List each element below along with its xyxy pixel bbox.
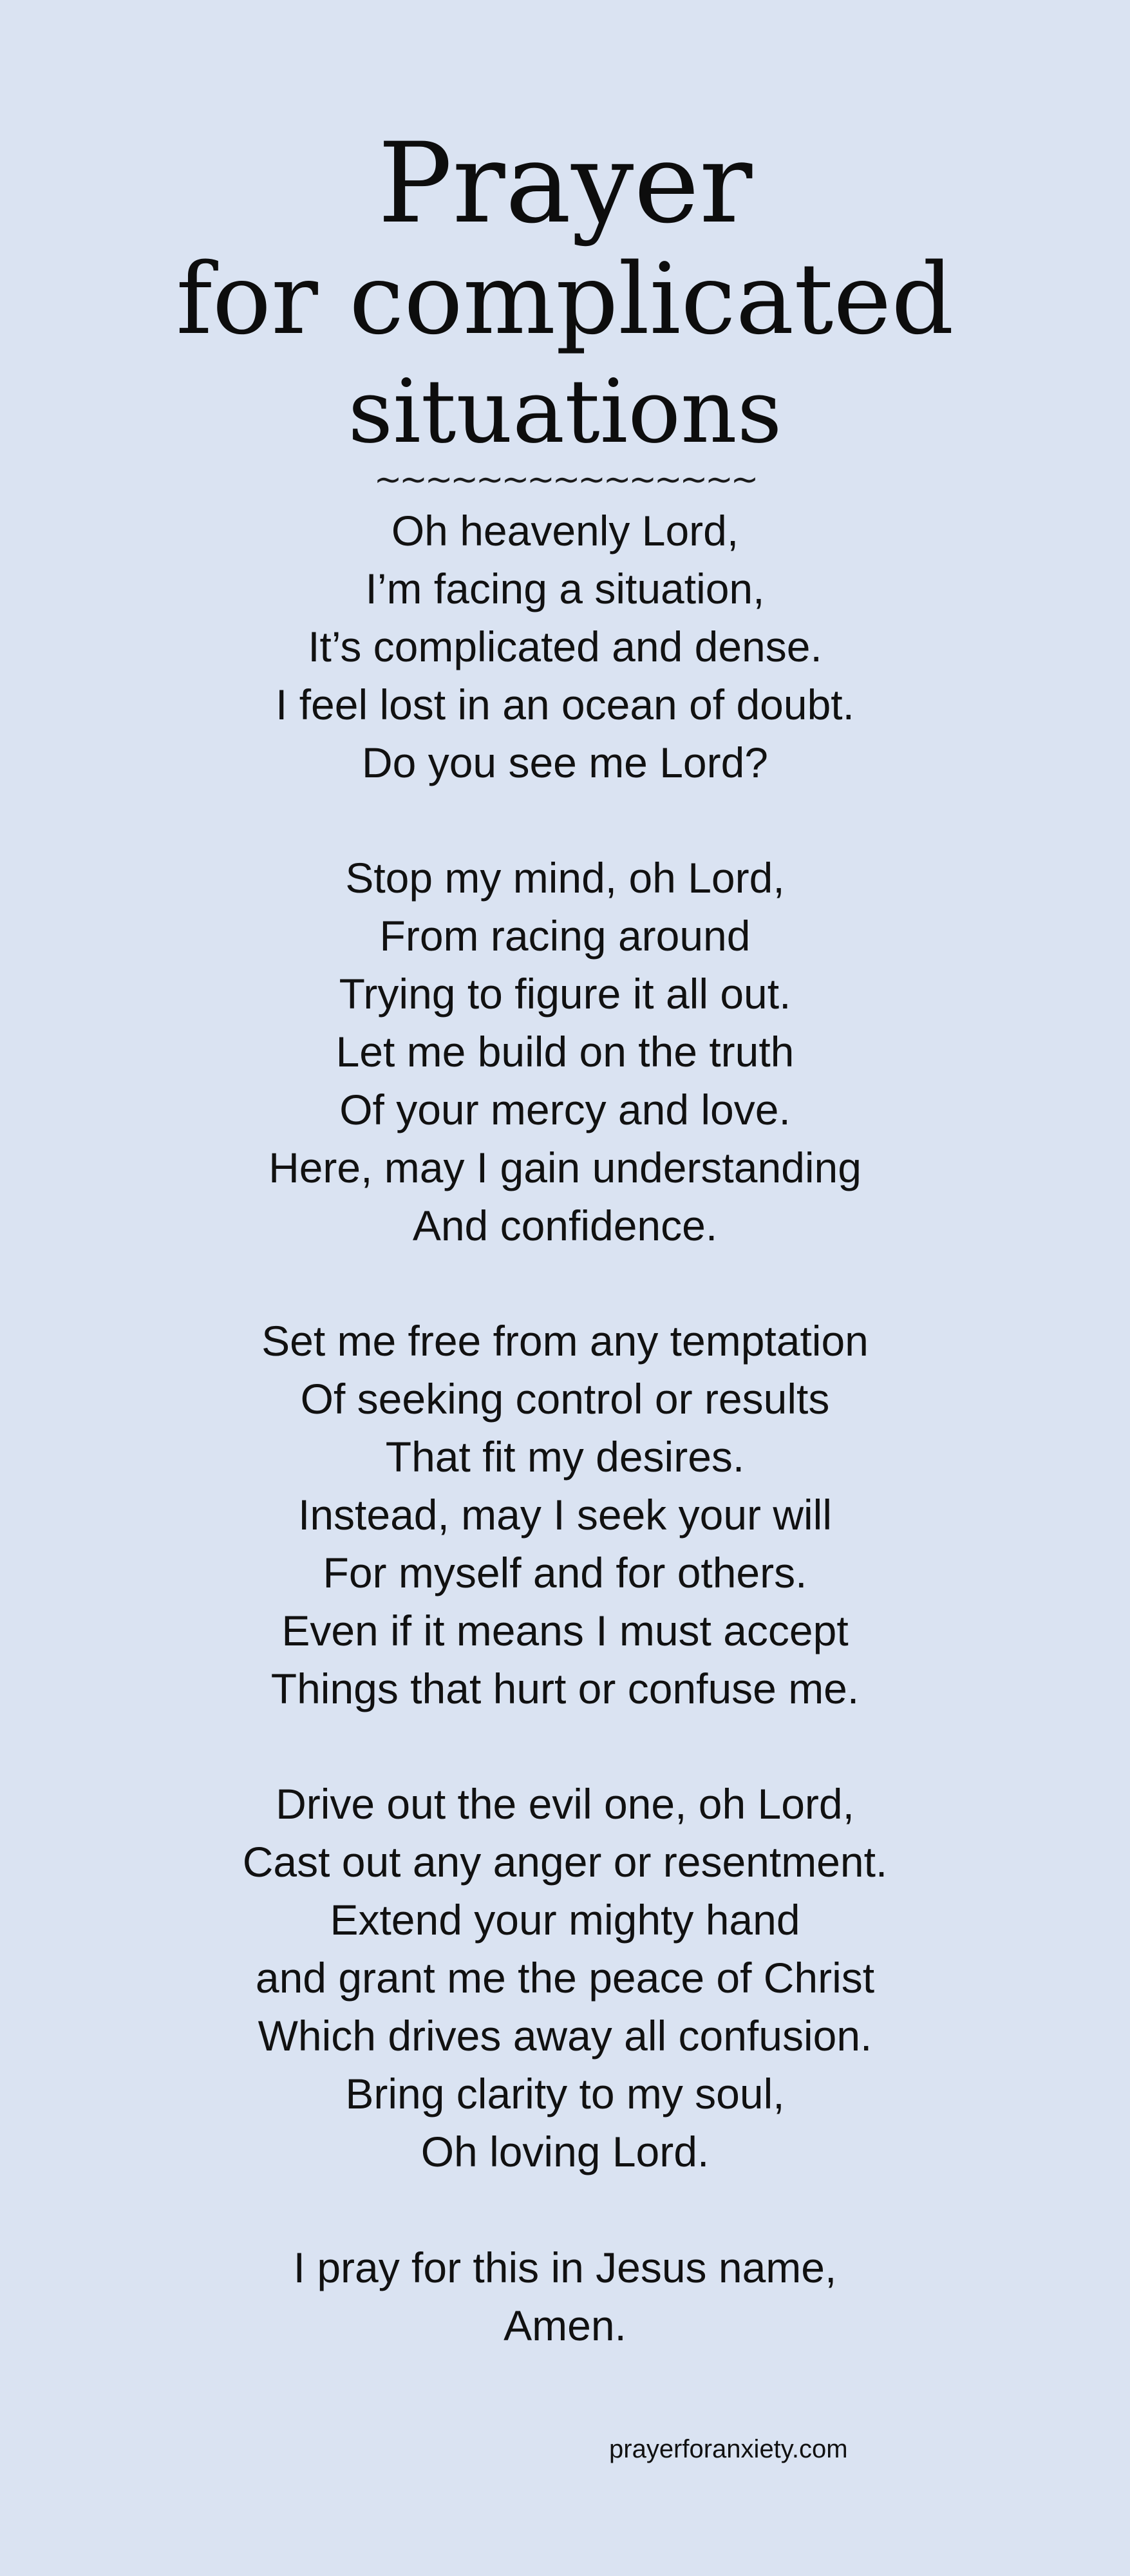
- prayer-line: Oh loving Lord.: [420, 2128, 710, 2175]
- prayer-line: Bring clarity to my soul,: [345, 2070, 785, 2117]
- website-credit: prayerforanxiety.com: [609, 2435, 848, 2463]
- prayer-line: Things that hurt or confuse me.: [270, 1665, 860, 1712]
- prayer-line: It’s complicated and dense.: [308, 623, 822, 670]
- prayer-line: For myself and for others.: [323, 1549, 807, 1596]
- prayer-line: Instead, may I seek your will: [298, 1491, 832, 1539]
- prayer-line: And confidence.: [412, 1202, 718, 1249]
- prayer-line: Do you see me Lord?: [361, 739, 769, 786]
- prayer-line: I’m facing a situation,: [365, 565, 765, 612]
- prayer-line: I pray for this in Jesus name,: [293, 2244, 837, 2291]
- prayer-line: Extend your mighty hand: [330, 1896, 800, 1944]
- prayer-line: Here, may I gain understanding: [268, 1144, 862, 1191]
- prayer-line: Even if it means I must accept: [281, 1607, 849, 1654]
- title-line-1: Prayer: [377, 118, 753, 248]
- title-line-3: situations: [348, 361, 782, 463]
- title-line-2: for complicated: [176, 242, 954, 356]
- prayer-line: I feel lost in an ocean of doubt.: [276, 681, 854, 728]
- prayer-line: Let me build on the truth: [335, 1028, 795, 1075]
- prayer-line: Amen.: [504, 2302, 626, 2349]
- prayer-line: From racing around: [379, 912, 751, 960]
- prayer-line: and grant me the peace of Christ: [255, 1954, 875, 2002]
- prayer-line: Of seeking control or results: [300, 1375, 830, 1423]
- prayer-line: That fit my desires.: [385, 1433, 745, 1481]
- prayer-line: Drive out the evil one, oh Lord,: [276, 1780, 854, 1828]
- prayer-line: Oh heavenly Lord,: [391, 507, 739, 554]
- prayer-line: Stop my mind, oh Lord,: [345, 854, 785, 902]
- prayer-line: Which drives away all confusion.: [258, 2012, 872, 2060]
- prayer-line: Cast out any anger or resentment.: [242, 1838, 888, 1886]
- prayer-line: Trying to figure it all out.: [339, 970, 791, 1018]
- prayer-line: Of your mercy and love.: [339, 1086, 791, 1133]
- tilde-divider: ~~~~~~~~~~~~~~~: [373, 460, 757, 499]
- prayer-line: Set me free from any temptation: [261, 1317, 869, 1365]
